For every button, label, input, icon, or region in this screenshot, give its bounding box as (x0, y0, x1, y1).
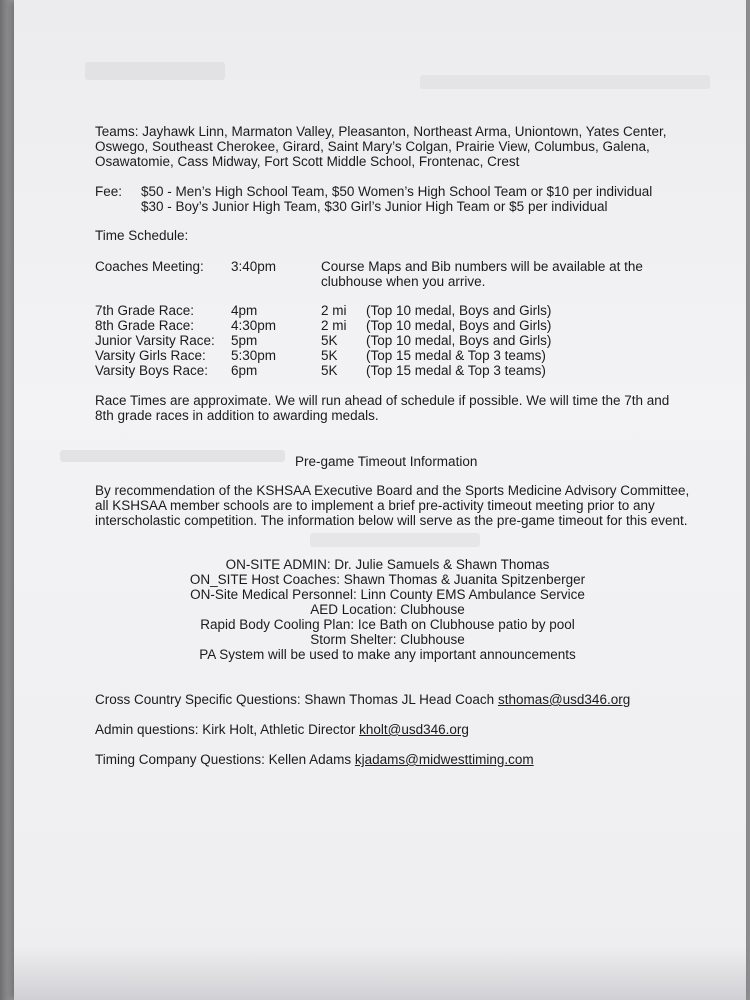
timing-email-link[interactable]: kjadams@midwesttiming.com (354, 752, 534, 767)
race-award: (Top 10 medal, Boys and Girls) (366, 303, 552, 318)
fee-high-school: $50 - Men’s High School Team, $50 Women’s High School Team or $10 per individual (141, 184, 653, 199)
fee-label: Fee: (95, 184, 123, 199)
cooling-plan: Rapid Body Cooling Plan: Ice Bath on Clubhouse patio by pool (200, 617, 575, 632)
page-shadow (14, 945, 746, 1000)
kshsaa-recommendation: By recommendation of the KSHSAA Executive Board and the Sports Medicine Advisory Committee, all KSHSAA member schools are to implement a brief pre-activity timeout meeting prior to any interscholastic competition. The information below will serve as the pre-game timeout for this event. (95, 483, 690, 528)
race-distance: 2 mi (321, 318, 347, 333)
bleed-through-mark (85, 62, 225, 80)
coaches-meeting-note: Course Maps and Bib numbers will be available at the clubhouse when you arrive. (321, 259, 643, 289)
onsite-admin: ON-SITE ADMIN: Dr. Julie Samuels & Shawn Thomas (225, 557, 550, 572)
race-time: 5pm (231, 333, 258, 348)
race-name: 7th Grade Race: (95, 303, 195, 318)
xc-email-link[interactable]: sthomas@usd346.org (497, 692, 631, 707)
pregame-title: Pre-game Timeout Information (295, 454, 478, 469)
admin-contact-label: Admin questions: Kirk Holt, Athletic Director (95, 722, 360, 737)
race-distance: 5K (321, 333, 338, 348)
race-time: 4:30pm (231, 318, 277, 333)
timing-contact-label: Timing Company Questions: Kellen Adams (95, 752, 355, 767)
onsite-medical: ON-Site Medical Personnel: Linn County EMS Ambulance Service (190, 587, 585, 602)
race-award: (Top 10 medal, Boys and Girls) (366, 318, 552, 333)
fee-junior-high: $30 - Boy’s Junior High Team, $30 Girl’s Junior High Team or $5 per individual (141, 199, 608, 214)
xc-contact-label: Cross Country Specific Questions: Shawn Thomas JL Head Coach (95, 692, 498, 707)
admin-email-link[interactable]: kholt@usd346.org (359, 722, 469, 737)
timing-contact (95, 752, 534, 767)
race-time: 6pm (231, 363, 258, 378)
race-name: 8th Grade Race: (95, 318, 195, 333)
aed-location: AED Location: Clubhouse (310, 602, 465, 617)
race-name: Varsity Boys Race: (95, 363, 209, 378)
coaches-meeting-time: 3:40pm (231, 259, 277, 274)
race-name: Junior Varsity Race: (95, 333, 215, 348)
pa-system: PA System will be used to make any important announcements (199, 647, 576, 662)
race-time: 4pm (231, 303, 258, 318)
race-award: (Top 15 medal & Top 3 teams) (366, 348, 546, 363)
race-time: 5:30pm (231, 348, 277, 363)
race-name: Varsity Girls Race: (95, 348, 206, 363)
bleed-through-mark (60, 450, 285, 462)
bleed-through-mark (420, 75, 710, 89)
race-distance: 5K (321, 348, 338, 363)
race-times-note: Race Times are approximate. We will run ahead of schedule if possible. We will time the 7th and 8th grade races in addition to awarding medals. (95, 393, 670, 423)
race-distance: 5K (321, 363, 338, 378)
storm-shelter: Storm Shelter: Clubhouse (310, 632, 465, 647)
onsite-host-coaches: ON_SITE Host Coaches: Shawn Thomas & Juanita Spitzenberger (189, 572, 586, 587)
teams-list: Teams: Jayhawk Linn, Marmaton Valley, Pleasanton, Northeast Arma, Uniontown, Yates Center, Oswego, Southeast Cherokee, Girard, Saint Mary’s Colgan, Prairie View, Columbus, Galena, Osawatomie, Cass Midway, Fort Scott Middle School, Frontenac, Crest (95, 124, 667, 169)
race-award: (Top 15 medal & Top 3 teams) (366, 363, 546, 378)
admin-contact (95, 722, 469, 737)
time-schedule-heading: Time Schedule: (95, 228, 189, 243)
race-award: (Top 10 medal, Boys and Girls) (366, 333, 552, 348)
coaches-meeting-label: Coaches Meeting: (95, 259, 204, 274)
bleed-through-mark (310, 533, 480, 547)
race-distance: 2 mi (321, 303, 347, 318)
onsite-info-block (95, 557, 680, 662)
underlying-page-edge (0, 0, 14, 1000)
xc-contact (95, 692, 630, 707)
